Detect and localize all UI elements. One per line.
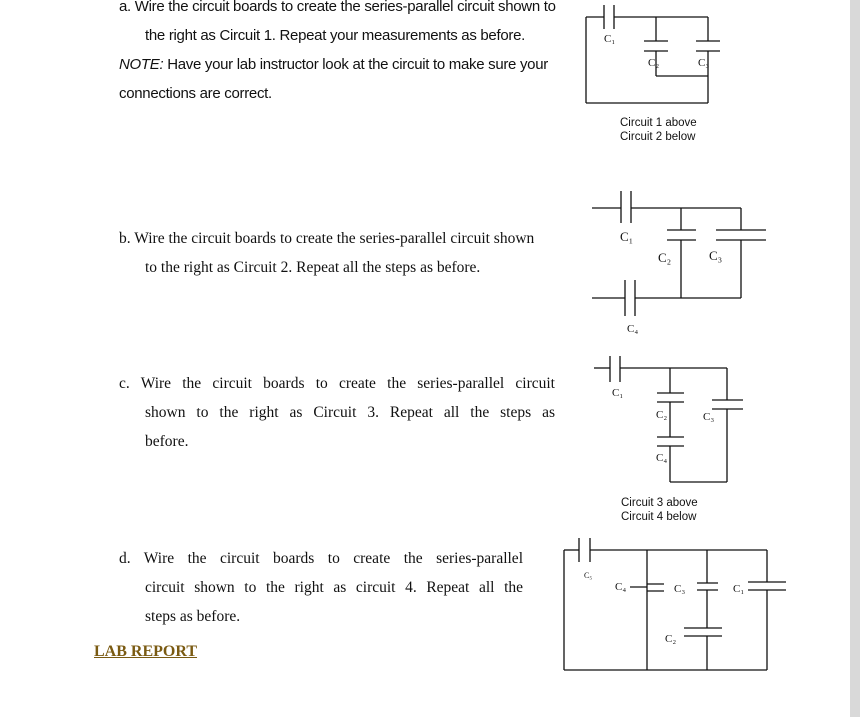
circuit-2 [592,191,766,316]
caption-circuit-3-4: Circuit 3 above Circuit 4 below [621,497,698,523]
item-a-note: NOTE: Have your lab instructor look at the circuit to make sure your [119,56,548,73]
circuit-2-label-c4: C₄ [627,323,639,335]
circuit-4-label-c3: C₃ [674,583,686,595]
item-a-line-1: a. Wire the circuit boards to create the series-parallel circuit shown to [119,0,556,15]
circuit-3-label-c3: C₃ [703,411,715,423]
note-label: NOTE: [119,56,164,73]
item-d-line-2: circuit shown to the right as circuit 4. Repeat all the [145,579,523,596]
circuit-3-label-c2: C₂ [656,409,668,421]
item-d-line-3: steps as before. [145,608,241,625]
item-b-line-2: to the right as Circuit 2. Repeat all the steps as before. [145,259,481,276]
caption-circuit-1-2: Circuit 1 above Circuit 2 below [620,117,697,143]
circuit-4-label-c5: C₅ [584,571,593,580]
circuit-1-label-c2: C₂ [648,57,660,69]
circuit-1 [586,5,720,103]
item-b-line-1: b. Wire the circuit boards to create the series-parallel circuit shown [119,230,535,247]
circuit-4-label-c2: C₂ [665,633,677,645]
circuit-2-label-c3: C₃ [709,248,723,263]
circuit-4-label-c1: C₁ [733,583,745,595]
item-c-line-1: c. Wire the circuit boards to create the series-parallel circuit [119,375,555,392]
circuit-2-label-c1: C₁ [620,229,634,244]
item-a-note-cont: connections are correct. [119,85,272,102]
item-c-line-3: before. [145,433,189,450]
item-c-line-2: shown to the right as Circuit 3. Repeat all the steps as [145,404,555,421]
circuit-3 [594,356,743,482]
item-a-line-2: the right as Circuit 1. Repeat your measurements as before. [145,27,525,44]
circuit-1-label-c1: C₁ [604,33,616,45]
circuit-2-label-c2: C₂ [658,250,672,265]
lab-report-heading: LAB REPORT [94,643,198,660]
circuit-3-label-c4: C₄ [656,452,668,464]
circuit-4 [564,538,786,670]
circuit-4-label-c4: C₄ [615,581,627,593]
circuit-3-label-c1: C₁ [612,387,624,399]
circuit-1-label-c3: C₃ [698,57,710,69]
item-d-line-1: d. Wire the circuit boards to create the series-parallel [119,550,523,567]
